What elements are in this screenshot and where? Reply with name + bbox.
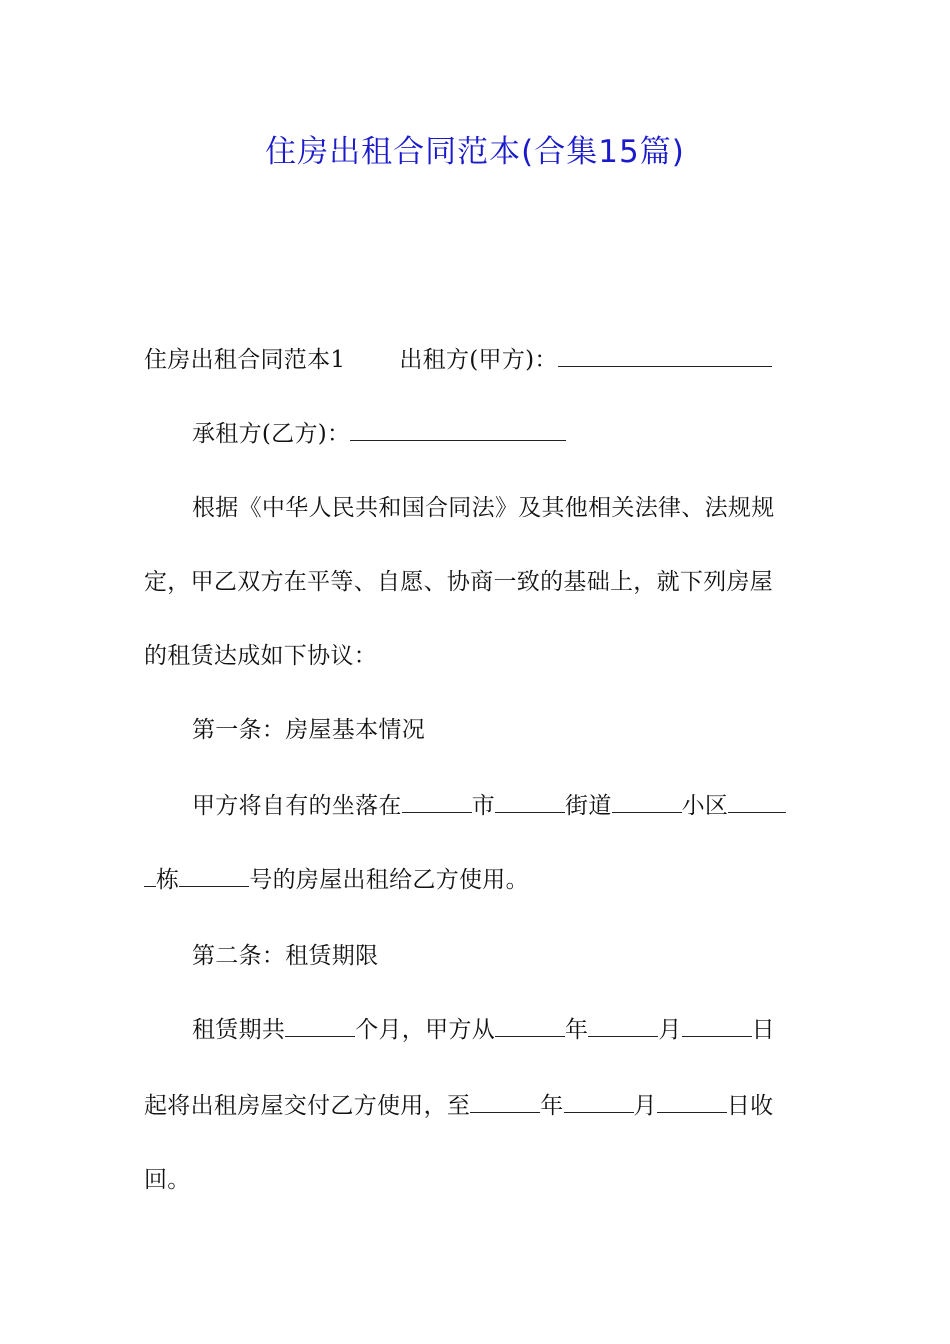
article2-text-b: 个月，甲方从 (355, 1017, 496, 1043)
district-blank (612, 788, 682, 813)
start-year-blank (495, 1012, 565, 1037)
months-blank (285, 1012, 355, 1037)
city-label: 市 (471, 793, 496, 819)
street-blank (495, 788, 565, 813)
lessor-label: 出租方(甲方)： (399, 347, 558, 373)
end-year-label: 年 (540, 1093, 564, 1119)
intro-line-2: 定，甲乙双方在平等、自愿、协商一致的基础上，就下列房屋 (144, 569, 774, 595)
intro-line-3: 的租赁达成如下协议： (144, 643, 377, 669)
article1-line-2 (144, 862, 814, 898)
article1-end: 号的房屋出租给乙方使用。 (249, 867, 529, 893)
article1-text-a: 甲方将自有的坐落在 (192, 793, 402, 819)
start-day-label: 日 (751, 1017, 775, 1043)
article2-text-a: 租赁期共 (192, 1017, 286, 1043)
article2-line-3: 回。 (144, 1167, 191, 1193)
article2-line-2 (144, 1088, 814, 1124)
building-blank-b (144, 862, 156, 887)
section-lessor-line (144, 342, 814, 378)
article1-heading: 第一条：房屋基本情况 (192, 717, 425, 743)
article2-text-c: 起将出租房屋交付乙方使用，至 (144, 1093, 471, 1119)
district-label: 小区 (681, 793, 729, 819)
article1-line-1 (192, 788, 812, 824)
number-blank (179, 862, 249, 887)
document-title: 住房出租合同范本(合集15篇) (265, 134, 685, 170)
start-month-label: 月 (658, 1017, 682, 1043)
building-blank-a (728, 788, 786, 813)
lessee-blank (350, 416, 566, 441)
street-label: 街道 (565, 793, 612, 819)
end-year-blank (470, 1088, 540, 1113)
building-label: 栋 (156, 867, 180, 893)
start-day-blank (682, 1012, 752, 1037)
lessee-label: 承租方(乙方)： (192, 421, 351, 447)
end-day-blank (657, 1088, 727, 1113)
lessee-line (192, 416, 812, 452)
lessor-blank (558, 342, 772, 367)
city-blank (402, 788, 472, 813)
end-month-label: 月 (633, 1093, 657, 1119)
section-heading: 住房出租合同范本1 (144, 347, 346, 373)
article2-line-1 (192, 1012, 812, 1048)
intro-line-1: 根据《中华人民共和国合同法》及其他相关法律、法规规 (192, 495, 775, 521)
start-month-blank (588, 1012, 658, 1037)
article2-heading: 第二条：租赁期限 (192, 943, 379, 969)
start-year-label: 年 (565, 1017, 589, 1043)
article2-text-d: 日收 (726, 1093, 774, 1119)
end-month-blank (564, 1088, 634, 1113)
